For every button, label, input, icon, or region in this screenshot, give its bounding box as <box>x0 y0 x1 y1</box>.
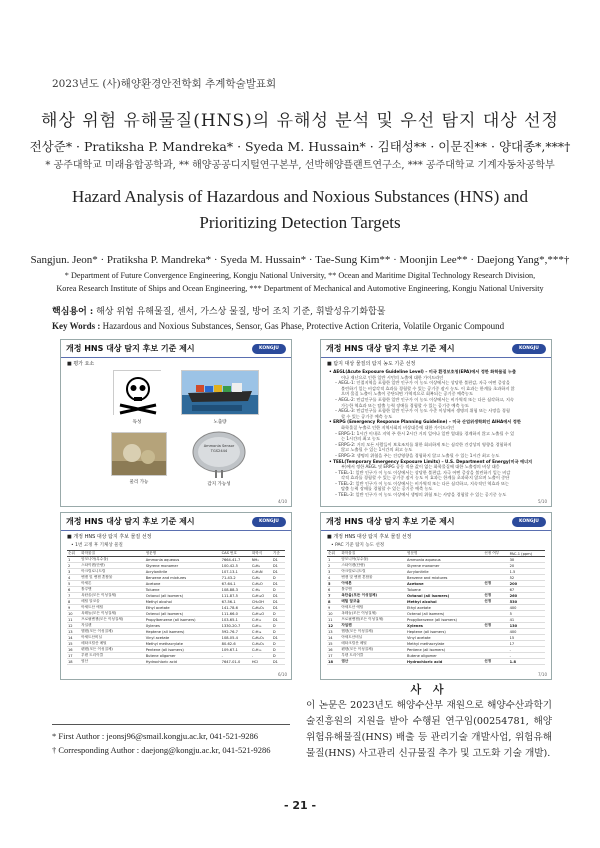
table-cell: 프로필벤젠(모든 이성질체) <box>80 617 145 623</box>
table-cell: Octanol (all isomers) <box>145 593 221 599</box>
criteria-line: 각적 효과를 경험할 수 있는 공기중 잠시 농도 이 효과는 한계를 초과하지 않으며 노출이 중단 <box>341 475 510 481</box>
table-cell: 400 <box>509 629 545 635</box>
university-logo: KONGJU <box>512 517 546 527</box>
table-cell: 5 <box>67 581 80 587</box>
table-cell: 1330-20-7 <box>221 623 251 629</box>
table-cell: 13 <box>327 629 340 635</box>
table-cell: C₄H₆O₂ <box>251 635 272 641</box>
criteria-line: 는 1시간의 최고 농도 <box>341 436 381 442</box>
table-cell: 옥탄올(모든 이성질체) <box>340 593 406 599</box>
slide-page-number: 6/10 <box>278 672 287 677</box>
korean-affiliations: * 공주대학교 미래융합공학과, ** 해양공공디지털연구본부, 선박해양플랜트연구소, *** 공주대학교 기계자동차공학부 <box>45 160 555 171</box>
slide-subtitle: ■ 평가 요소 <box>67 361 95 367</box>
table-cell: 9 <box>327 605 340 611</box>
table-header-cell: 화학식 <box>251 551 272 557</box>
criteria-line: – AEGL-2: 민감인구를 포함한 일반 인구가 이 농도 이상에서는 비가역적 또는 다른 심각하고, 지속 <box>335 396 514 402</box>
table-cell: Styrene monomer <box>406 563 483 569</box>
table-cell: 펜텐(모든 이성질체) <box>80 647 145 653</box>
table-header-cell: PAC-1 (ppm) <box>509 551 545 557</box>
table-cell: 10 <box>67 611 80 617</box>
table-cell: Benzene and mixtures <box>145 575 221 581</box>
table-cell: Acetone <box>406 581 483 587</box>
slide-pac-concentration <box>320 512 552 680</box>
table-header-cell: 화학물질 <box>340 551 406 557</box>
slide-detection-criteria <box>320 339 552 507</box>
table-cell: Toluene <box>145 587 221 593</box>
slide-header <box>321 340 551 358</box>
table-cell: 11 <box>327 617 340 623</box>
table-cell: D <box>272 575 285 581</box>
physical-image <box>111 432 167 476</box>
table-row <box>327 659 545 665</box>
university-logo: KONGJU <box>252 517 286 527</box>
table-row <box>67 659 285 665</box>
slide-title: 개정 HNS 대상 탐지 후보 기준 제시 <box>326 517 455 526</box>
table-cell: 12 <box>67 623 80 629</box>
table-cell: 5 <box>509 611 545 617</box>
caption-physical: 물리 가능 <box>129 480 149 485</box>
table-cell: Ethyl acetate <box>145 605 221 611</box>
table-cell: Ammonia aqueous <box>406 557 483 563</box>
affiliation-line: Korea Research Institute of Ships and Ocean Engineering, *** Department of Mechanical and Automotive Engineering, Kongju National University <box>56 284 544 293</box>
table-cell: 15 <box>67 641 80 647</box>
table-cell: 아세트산비닐 <box>80 635 145 641</box>
table-cell: NH₃ <box>251 557 272 563</box>
table-cell: 자일렌 <box>80 623 145 629</box>
table-cell: 111-87-5 <box>221 593 251 599</box>
table-cell: 16 <box>327 647 340 653</box>
slide-subtitle-2: • 1번 고정 후 기체상 물질 <box>71 543 123 548</box>
criteria-line: 할 수 있는 공기중 예측 농도 <box>341 413 393 419</box>
table-cell: 메틸 알코올 <box>340 599 406 605</box>
table-cell: 17 <box>327 653 340 659</box>
pac-table <box>327 550 545 665</box>
table-cell: Ammonia aqueous <box>145 557 221 563</box>
table-cell: 8 <box>67 599 80 605</box>
toxicity-image <box>113 370 161 415</box>
criteria-line: 부)에서 정한 AEGL 및 ERPG 공동 적용 값이 없는 화학물질에 대한 노출정의 비상 대응 <box>341 464 500 470</box>
slide-title: 개정 HNS 대상 탐지 후보 기준 제시 <box>66 517 195 526</box>
table-cell: C₇H₁₄ <box>251 629 272 635</box>
slide-page-number: 7/10 <box>538 672 547 677</box>
table-cell: 30 <box>509 557 545 563</box>
slide-subtitle: ■ 탐지 대상 물질의 탐지 농도 기준 선정 <box>327 361 416 367</box>
table-cell: D1 <box>272 599 285 605</box>
table-cell: 1 <box>327 557 340 563</box>
korean-title: 해상 위험 유해물질(HNS)의 유해성 분석 및 우선 탐지 대상 선정 <box>41 111 559 131</box>
slide-page-number: 4/10 <box>278 499 287 504</box>
slide-header <box>61 340 291 358</box>
table-cell: 130 <box>509 623 545 629</box>
criteria-line: – ERPG-2: 거의 모든 사람들이 보호조치를 위한 회피하게 또는 심각한 건강상의 영향을 경험하지 <box>335 441 512 447</box>
table-cell: 2 <box>67 563 80 569</box>
table-cell: D <box>272 611 285 617</box>
table-cell: D <box>272 629 285 635</box>
table-cell: 옥탄올(모든 이성질체) <box>80 593 145 599</box>
table-cell: 메타크릴산 메틸 <box>80 641 145 647</box>
criteria-line: – AEGL-1: 인접지역을 포함한 일반 인구가 이 농도 이상에서는 상당한 불편감, 자극 어떤 증상을 <box>335 380 510 386</box>
table-cell: Propylbenzene (all isomers) <box>406 617 483 623</box>
conference-header: 2023년도 (사)해양환경안전학회 추계학술발표회 <box>52 78 277 90</box>
table-cell: 4 <box>327 575 340 581</box>
table-cell: 메틸 알코올 <box>80 599 145 605</box>
table-cell: 108-05-4 <box>221 635 251 641</box>
table-cell: D <box>272 641 285 647</box>
corresponding-author-footnote: † Corresponding Author : daejong@kongju.ac.kr, 041-521-9286 <box>52 745 271 755</box>
slide-page-number: 5/10 <box>538 499 547 504</box>
candidate-table <box>67 550 285 665</box>
slide-evaluation-factors <box>60 339 292 507</box>
criteria-line: • ERPG (Emergency Response Planning Guideline) – 미국 산업위생학회인 AIHA에서 정한 <box>329 419 521 425</box>
slide-subtitle: ■ 개정 HNS 대상 탐지 후보 물질 선정 <box>327 534 412 540</box>
table-cell: 6 <box>327 587 340 593</box>
criteria-line: 화학물질 누출로 인한 지역사회의 비상대응에 대한 가이드라인 <box>341 424 455 430</box>
table-header-cell: 기준 <box>272 551 285 557</box>
table-cell: D1 <box>272 593 285 599</box>
table-cell: 17 <box>509 641 545 647</box>
table-cell: 3 <box>67 569 80 575</box>
exposure-ship-image <box>181 370 259 415</box>
table-cell: 100-42-5 <box>221 563 251 569</box>
table-cell: C₈H₁₆O <box>251 611 272 617</box>
table-header-cell: 화학물질 <box>80 551 145 557</box>
table-cell: Methyl methacrylate <box>145 641 221 647</box>
korean-authors: 전상준* · Pratiksha P. Mandreka* · Syeda M. Hussain* · 김태성** · 이문진** · 양대종*,***† <box>29 139 571 154</box>
english-affiliations <box>0 269 600 295</box>
slide-header <box>61 513 291 531</box>
table-cell: 아세톤 <box>340 581 406 587</box>
table-cell: 선정 <box>483 581 508 587</box>
table-cell: Vinyl acetate <box>145 635 221 641</box>
table-cell: Xylenes <box>145 623 221 629</box>
table-cell: 67 <box>509 587 545 593</box>
table-cell: 톨루엔 <box>80 587 145 593</box>
table-cell: Vinyl acetate <box>406 635 483 641</box>
table-cell: 5 <box>327 581 340 587</box>
table-cell: 부텐 트리이클 <box>340 653 406 659</box>
table-cell: 벤젠 및 벤젠 혼합물 <box>340 575 406 581</box>
table-cell: 아세트산비닐 <box>340 635 406 641</box>
table-cell: 20 <box>509 563 545 569</box>
table-cell: 41 <box>509 617 545 623</box>
table-cell: D1 <box>272 563 285 569</box>
table-cell: 암모니아(무수물) <box>340 557 406 563</box>
table-cell: 7664-41-7 <box>221 557 251 563</box>
criteria-line: 으며 물질 노출이 노출이 중단되면 가역적으로 회복되는 공기중 예측농도 <box>341 391 474 397</box>
table-cell: 스타이렌(단량) <box>340 563 406 569</box>
table-cell: Xylenes <box>406 623 483 629</box>
table-cell: 109-67-1 <box>221 647 251 653</box>
table-cell: 6 <box>67 587 80 593</box>
table-cell: CH₃OH <box>251 599 272 605</box>
university-logo: KONGJU <box>252 344 286 354</box>
table-cell: 15 <box>327 641 340 647</box>
keywords-ko-label: 핵심용어 : <box>52 307 94 317</box>
table-cell: 벤젠 및 벤젠 혼합물 <box>80 575 145 581</box>
table-cell: Pentene (all isomers) <box>145 647 221 653</box>
criteria-line: – TEEL-3: 일반 인구가 이 농도 이상에서 생명의 위험 또는 사망을 경험할 수 있는 공기중 농도 <box>335 492 507 498</box>
university-logo: KONGJU <box>512 344 546 354</box>
table-cell: D1 <box>272 605 285 611</box>
table-cell: 메타크릴산 메틸 <box>340 641 406 647</box>
table-cell: Toluene <box>406 587 483 593</box>
caption-exposure: 노출량 <box>213 420 227 425</box>
table-cell: 52 <box>509 575 545 581</box>
table-cell: 7647-01-0 <box>221 659 251 665</box>
table-cell: C₈H₈ <box>251 563 272 569</box>
slide-title: 개정 HNS 대상 탐지 후보 기준 제시 <box>66 344 195 353</box>
acknowledgement-body: 이 논문은 2023년도 해양수산부 재원으로 해양수산과학기술진흥원의 지원을 받아 수행된 연구임(00254781, 해양 위험유해물질(HNS) 배출 등 관리기술 개발사업, 위험유해물질(HNS) 사고관리 신규물질 추가 및 고도화 기술 개발). <box>306 700 552 759</box>
english-title <box>0 184 600 236</box>
table-cell: 아크릴로니트릴 <box>80 569 145 575</box>
keywords-ko: 해상 위험 유해물질, 센서, 가스상 물질, 방어 조치 기준, 휘발성유기화합물 <box>96 307 386 317</box>
table-cell: D1 <box>272 617 285 623</box>
table-cell: 18 <box>327 659 340 665</box>
table-cell: C₃H₃N <box>251 569 272 575</box>
criteria-line: – AEGL-3: 민감인구를 포함한 일반 인구가 이 농도 수준 이상에서 생명의 위험 또는 사망을 경험 <box>335 408 510 414</box>
table-cell: Propylbenzene (all isomers) <box>145 617 221 623</box>
table-cell: 71-43-2 <box>221 575 251 581</box>
table-cell: C₅H₁₀ <box>251 647 272 653</box>
table-cell: 스타이렌(단량) <box>80 563 145 569</box>
affiliation-line: * Department of Future Convergence Engineering, Kongju National University, ** Ocean and Maritime Digital Technology Research Division, <box>64 271 536 280</box>
table-cell: 14 <box>327 635 340 641</box>
criteria-text <box>321 369 551 498</box>
criteria-line: • AEGL(Acute Exposure Guideline Level) – 미국 환경보호청(EPA)에서 정한 화학물질 누출 <box>329 369 517 374</box>
table-cell: 프로필벤젠(모든 이성질체) <box>340 617 406 623</box>
table-cell: Heptene (all isomers) <box>145 629 221 635</box>
table-cell: 부텐 트리이클 <box>80 653 145 659</box>
table-cell: - <box>509 653 545 659</box>
table-cell: Acrylonitrile <box>406 569 483 575</box>
table-cell: C₃H₆O <box>251 581 272 587</box>
sensor-label: Ammonia Sensor TGS2444 <box>203 444 235 453</box>
table-cell: 2 <box>327 563 340 569</box>
table-cell: 염산 <box>340 659 406 665</box>
table-cell: 아세톤 <box>80 581 145 587</box>
criteria-line: – ERPG-3: 생명의 위협을 주는 건강영향을 경험하지 않고 노출될 수 있는 1시간 최고 농도 <box>335 452 500 458</box>
table-cell: 선정 <box>483 623 508 629</box>
table-cell: Ethyl acetate <box>406 605 483 611</box>
table-cell: 108-88-3 <box>221 587 251 593</box>
table-cell: 67-64-1 <box>221 581 251 587</box>
table-cell: 67-56-1 <box>221 599 251 605</box>
table-cell: 4 <box>67 575 80 581</box>
criteria-line: 이나 재난으로 인한 일반 시민의 노출에 대한 가이드라인 <box>341 374 444 380</box>
table-header-cell: 영문명 <box>145 551 221 557</box>
table-cell: 11 <box>67 617 80 623</box>
table-cell: Octenol (all isomers) <box>145 611 221 617</box>
table-cell: 13 <box>67 629 80 635</box>
criteria-line: 볼린하기 일는 비감각적 효과를 경험할 수 있는 공기중 잠시 농도. 이 효과는 한계를 초과하지 않 <box>341 385 515 391</box>
table-cell: 염산 <box>80 659 145 665</box>
table-cell: 옥테놀(모든 이성질체) <box>340 611 406 617</box>
table-cell: 아세트산 에틸 <box>340 605 406 611</box>
table-cell: Hydrochloric acid <box>406 659 483 665</box>
criteria-line: – ERPG-1: 1시간 이내로 지역 주 한시 2시간 거의 일어나 일반 열대를 경계하지 않고 노출될 수 있 <box>335 430 515 436</box>
slide-header <box>321 513 551 531</box>
keywords-block <box>52 305 504 333</box>
table-cell: Octanol (all isomers) <box>406 593 483 599</box>
table-cell: 7 <box>327 593 340 599</box>
table-cell: Methyl alcohol <box>406 599 483 605</box>
table-cell: Hydrochloric acid <box>145 659 221 665</box>
table-cell: 17 <box>67 653 80 659</box>
table-cell: 선정 <box>483 659 508 665</box>
table-cell: - <box>221 653 251 659</box>
english-title-line: Hazard Analysis of Hazardous and Noxious Substances (HNS) and <box>71 187 529 206</box>
slide-candidate-substances <box>60 512 292 680</box>
table-cell: 1.8 <box>509 659 545 665</box>
table-cell: 8 <box>327 599 340 605</box>
caption-toxicity: 독성 <box>132 420 142 425</box>
table-cell: D1 <box>272 659 285 665</box>
table-cell: Acrylonitrile <box>145 569 221 575</box>
table-cell: 141-78-6 <box>221 605 251 611</box>
table-cell: 옥테놀(모든 이성질체) <box>80 611 145 617</box>
table-cell: 헵텐(모든 이성질체) <box>80 629 145 635</box>
table-cell: D1 <box>272 635 285 641</box>
table-cell: C₈H₁₀ <box>251 623 272 629</box>
table-cell: 펜텐(모든 이성질체) <box>340 647 406 653</box>
table-cell: Acetone <box>145 581 221 587</box>
table-cell: 7 <box>67 593 80 599</box>
english-authors: Sangjun. Jeon* · Pratiksha P. Mandreka* · Syeda M. Hussain* · Tae-Sung Kim** · Moonjin Lee** · Daejong Yang*,***† <box>30 254 570 266</box>
table-cell: 400 <box>509 605 545 611</box>
table-header-cell: 순위 <box>327 551 340 557</box>
table-cell: 16 <box>67 647 80 653</box>
table-cell: 선정 <box>483 599 508 605</box>
criteria-line: 가능한 역효과 또는 탈출 능력 장애를 경험할 수 있는 공기중 예측 농도 <box>341 402 469 408</box>
table-cell: 15 <box>509 635 545 641</box>
table-cell: D <box>272 653 285 659</box>
table-cell: Styrene monomer <box>145 563 221 569</box>
table-cell: 선정 <box>483 593 508 599</box>
criteria-line: – TEEL-1: 일반 인구가 이 농도 이상에서는 상당한 불편감, 자극 어떤 증상을 볼린하기 일는 비감 <box>335 469 511 475</box>
table-cell: D1 <box>272 569 285 575</box>
table-cell: HCl <box>251 659 272 665</box>
table-cell: 111-66-0 <box>221 611 251 617</box>
first-author-footnote: * First Author : jeonsj96@smail.kongju.ac.kr, 041-521-9286 <box>52 731 259 741</box>
page-number: - 21 - <box>283 799 317 812</box>
english-title-line: Prioritizing Detection Targets <box>199 213 401 232</box>
table-cell: 아세트산 에틸 <box>80 605 145 611</box>
criteria-line: • TEEL(Temporary Emergency Exposure Limits) – U.S. Department of Energy(미국 에너지 <box>329 458 533 464</box>
table-cell: D <box>272 647 285 653</box>
table-cell: 암모니아(무수물) <box>80 557 145 563</box>
table-cell: 18 <box>67 659 80 665</box>
table-cell: 아크릴로니트릴 <box>340 569 406 575</box>
criteria-line: 탈출 능력 장애를 경험할 수 있는 공기중 예측 농도 <box>341 486 433 492</box>
criteria-line: – TEEL-2: 일반 인구가 이 농도 이상에서는 비가역적 또는 다른 심각하고, 지속적인 역효과 또는 <box>335 480 509 486</box>
table-cell: 260 <box>509 593 545 599</box>
keywords-en-label: Key Words : <box>52 321 101 331</box>
table-cell: C₆H₆ <box>251 575 272 581</box>
slide-subtitle: ■ 개정 HNS 대상 탐지 후보 물질 선정 <box>67 534 152 540</box>
table-cell: D <box>272 587 285 593</box>
table-cell: 1.5 <box>509 569 545 575</box>
table-cell: 592-76-7 <box>221 629 251 635</box>
table-header-cell: 순위 <box>67 551 80 557</box>
table-cell: 헵텐(모든 이성질체) <box>340 629 406 635</box>
table-cell: 12 <box>327 623 340 629</box>
table-cell: D1 <box>272 557 285 563</box>
table-cell: Methyl methacrylate <box>406 641 483 647</box>
table-cell: 톨루엔 <box>340 587 406 593</box>
table-cell: 1 <box>67 557 80 563</box>
table-cell: D <box>272 623 285 629</box>
table-header-cell: CAS 번호 <box>221 551 251 557</box>
table-cell: - <box>509 647 545 653</box>
table-cell: Butene oligomer <box>145 653 221 659</box>
table-cell: 9 <box>67 605 80 611</box>
table-header-cell: 선정 여부 <box>483 551 508 557</box>
table-cell: Octenol (all isomers) <box>406 611 483 617</box>
table-cell: C₄H₈O₂ <box>251 605 272 611</box>
gas-sensor-image <box>189 430 249 478</box>
footnote-divider <box>52 724 290 725</box>
table-cell: Heptene (all isomers) <box>406 629 483 635</box>
slide-title: 개정 HNS 대상 탐지 후보 기준 제시 <box>326 344 455 353</box>
table-cell: Pentene (all isomers) <box>406 647 483 653</box>
table-cell: C₅H₈O₂ <box>251 641 272 647</box>
table-cell: C₉H₁₂ <box>251 617 272 623</box>
table-cell: 자일렌 <box>340 623 406 629</box>
table-cell: Methyl alcohol <box>145 599 221 605</box>
table-cell: - <box>251 653 272 659</box>
table-cell: 103-65-1 <box>221 617 251 623</box>
table-cell: 10 <box>327 611 340 617</box>
caption-detectability: 감지 가능성 <box>207 482 231 487</box>
table-cell: 530 <box>509 599 545 605</box>
keywords-en: Hazardous and Noxious Substances, Sensor, Gas Phase, Protective Action Criteria, Volatile Organic Compound <box>102 321 505 331</box>
table-cell: Butene oligomer <box>406 653 483 659</box>
table-header-cell: 영문명 <box>406 551 483 557</box>
table-cell: 14 <box>67 635 80 641</box>
table-cell: 3 <box>327 569 340 575</box>
table-cell: Benzene and mixtures <box>406 575 483 581</box>
slide-subtitle-2: • PAC 기준 탐지 농도 선정 <box>331 543 385 548</box>
table-cell: 107-13-1 <box>221 569 251 575</box>
acknowledgement-title: 사 사 <box>410 683 448 696</box>
table-cell: 80-62-6 <box>221 641 251 647</box>
table-cell: C₈H₁₈O <box>251 593 272 599</box>
table-cell: D1 <box>272 581 285 587</box>
table-cell: C₇H₈ <box>251 587 272 593</box>
footnotes <box>52 729 271 757</box>
criteria-line: 않고 노출될 수 있는 1시간의 최고 농도 <box>341 447 413 453</box>
table-cell: 200 <box>509 581 545 587</box>
